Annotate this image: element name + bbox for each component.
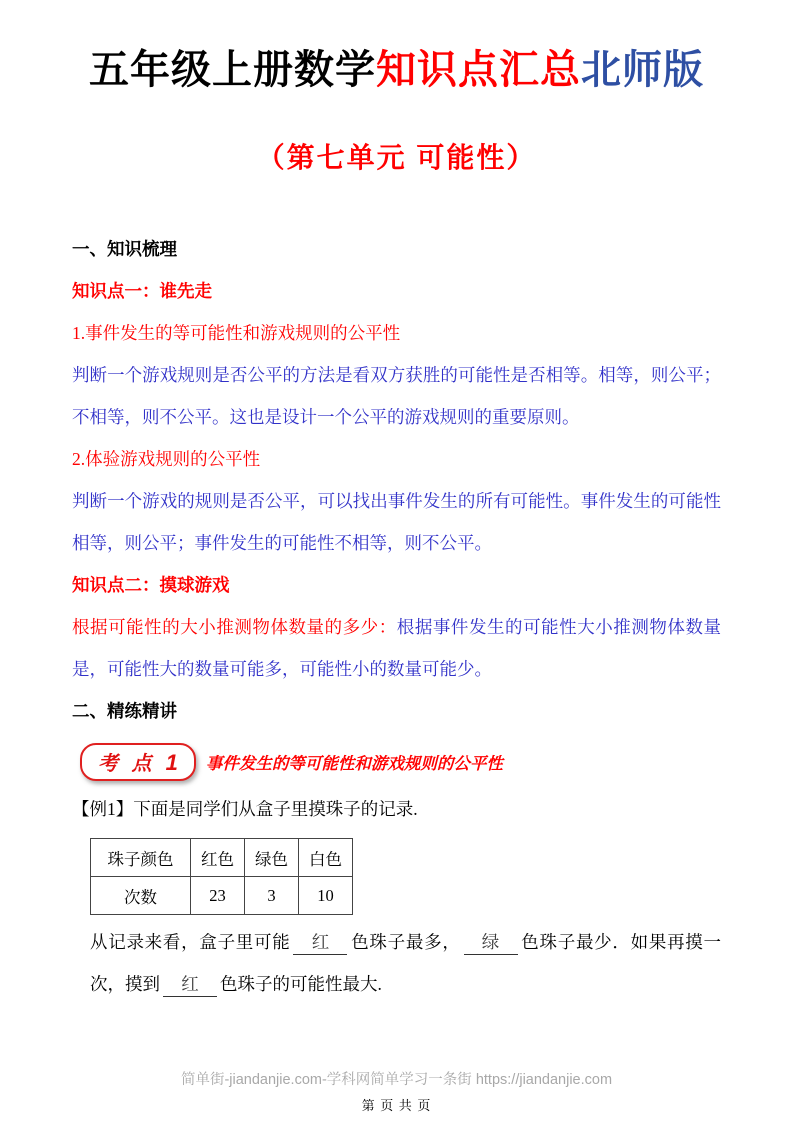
answer-blank: 绿 (464, 932, 518, 955)
title-part-red: 知识点汇总 (376, 48, 581, 92)
kp2-lead: 根据可能性的大小推测物体数量的多少： (72, 617, 397, 637)
table-header-cell: 白色 (299, 839, 353, 877)
kp1-paragraph-1: 判断一个游戏规则是否公平的方法是看双方获胜的可能性是否相等。相等，则公平；不相等，则不公平。这也是设计一个公平的游戏规则的重要原则。 (72, 365, 721, 427)
knowledge-point-2-heading: 知识点二：摸球游戏 (72, 575, 230, 595)
title-part-blue: 北师版 (581, 48, 704, 92)
kaodian-row (72, 740, 721, 784)
bead-record-table (90, 838, 353, 915)
table-cell: 次数 (91, 877, 191, 915)
section2-heading: 二、精练精讲 (72, 701, 177, 721)
kp2-paragraph (72, 606, 721, 690)
table-header-cell: 红色 (191, 839, 245, 877)
footer-site-line: 简单街-jiandanjie.com-学科网简单学习一条街 https://jiandanjie.com (180, 1072, 613, 1088)
table-cell: 10 (299, 877, 353, 915)
kp2-body: 根据事件发生的可能性大小推测物体数量是，可能性大的数量可能多，可能性小的数量可能少。 (72, 617, 722, 679)
table-header-cell: 珠子颜色 (91, 839, 191, 877)
kp1-paragraph-2: 判断一个游戏的规则是否公平，可以找出事件发生的所有可能性。事件发生的可能性相等，则公平；事件发生的可能性不相等，则不公平。 (72, 491, 721, 553)
table-cell: 3 (245, 877, 299, 915)
section1-heading: 一、知识梳理 (72, 239, 177, 259)
kp1-subheading-2: 2.体验游戏规则的公平性 (72, 449, 261, 469)
table-cell: 23 (191, 877, 245, 915)
page-footer (0, 1068, 793, 1114)
answer-text: 色珠子的可能性最大. (220, 974, 382, 994)
answer-blank: 红 (163, 974, 217, 997)
knowledge-point-1-heading: 知识点一：谁先走 (72, 281, 212, 301)
kaodian-badge (80, 743, 196, 781)
table-header-cell: 绿色 (245, 839, 299, 877)
page-title (0, 46, 793, 94)
answer-text: 从记录来看，盒子里可能 (90, 932, 291, 952)
page-subtitle: （第七单元 可能性） (256, 142, 537, 173)
kaodian-badge-label: 考 点 (98, 753, 156, 775)
example-1-answer (72, 921, 721, 1005)
answer-blank: 红 (293, 932, 347, 955)
document-body (0, 228, 793, 1005)
kp1-subheading-1: 1.事件发生的等可能性和游戏规则的公平性 (72, 323, 401, 343)
example-1-label: 【例1】下面是同学们从盒子里摸珠子的记录. (72, 799, 418, 819)
footer-page-number: 第 页 共 页 (361, 1098, 432, 1113)
table-row (91, 839, 353, 877)
kaodian-badge-number: 1 (165, 750, 178, 775)
table-row (91, 877, 353, 915)
kaodian-title: 事件发生的等可能性和游戏规则的公平性 (205, 755, 503, 773)
title-part-black: 五年级上册数学 (89, 48, 376, 92)
answer-text: 色珠子最多， (350, 932, 461, 952)
answer-text: 色珠子最少．如果再摸一次，摸到 (90, 932, 722, 994)
